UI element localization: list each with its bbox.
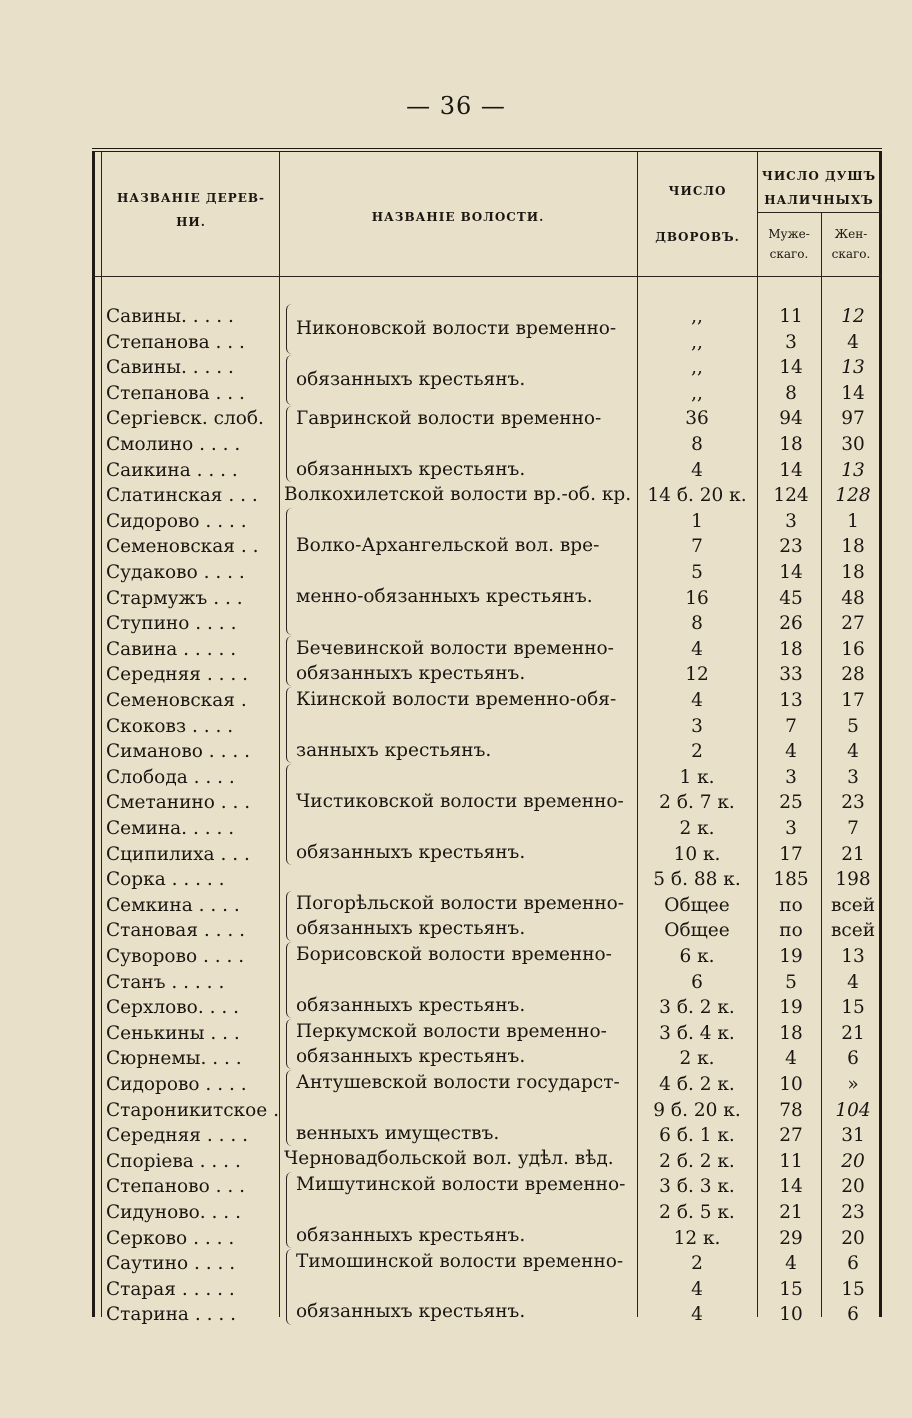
volost-label: Гавринской волости временно- xyxy=(296,408,602,429)
volost-label: Чистиковской волости временно- xyxy=(296,791,624,812)
village-name: Сергiевск. слоб. xyxy=(106,408,264,430)
male-count: 5 xyxy=(785,971,797,993)
female-count: 104 xyxy=(835,1099,871,1121)
households-count: 3 xyxy=(691,715,703,737)
households-count: Общее xyxy=(664,894,730,916)
village-name: Савина . . . . . xyxy=(106,638,237,660)
male-count: 19 xyxy=(779,997,803,1019)
households-count: 3 б. 4 к. xyxy=(659,1022,735,1044)
header-male: Муже-скаго. xyxy=(768,227,810,261)
village-name: Середняя . . . . xyxy=(106,1125,249,1147)
households-count: 4 xyxy=(691,1278,703,1300)
households-count: 4 xyxy=(691,690,703,711)
male-count: 17 xyxy=(779,843,803,865)
male-count: 124 xyxy=(773,485,809,507)
female-count: 20 xyxy=(841,1227,865,1249)
female-count: 4 xyxy=(847,741,859,763)
households-count: 5 б. 88 к. xyxy=(653,869,741,891)
village-name: Савины. . . . . xyxy=(106,357,234,379)
households-count: 9 б. 20 к. xyxy=(653,1099,741,1121)
female-count: 20 xyxy=(841,1150,865,1172)
volost-label: обязанныхъ крестьянъ. xyxy=(296,1046,526,1067)
households-count: ,, xyxy=(691,357,703,379)
female-count: 30 xyxy=(841,434,865,455)
households-count: 6 к. xyxy=(679,946,715,967)
households-count: 1 к. xyxy=(679,766,715,788)
village-name: Семина. . . . . xyxy=(106,818,235,839)
volost-label: Черновадбольской вол. удѣл. вѣд. xyxy=(284,1148,614,1169)
households-count: 14 б. 20 к. xyxy=(647,485,747,507)
male-count: 4 xyxy=(785,741,797,763)
village-name: Старина . . . . xyxy=(106,1304,236,1326)
village-name: Степаново . . . xyxy=(106,1176,246,1198)
female-count: 128 xyxy=(835,485,871,507)
male-count: 15 xyxy=(779,1278,803,1300)
village-name: Серково . . . . xyxy=(106,1227,235,1249)
female-count: 21 xyxy=(841,1022,865,1044)
village-name: Саикина . . . . xyxy=(106,459,238,481)
female-count: 28 xyxy=(841,664,865,686)
village-name: Скоковз . . . . xyxy=(106,715,234,737)
volost-label: Антушевской волости государст- xyxy=(296,1072,620,1093)
female-count: 15 xyxy=(841,997,865,1019)
male-count: 94 xyxy=(779,408,803,430)
female-count: 20 xyxy=(841,1176,865,1198)
male-count: 4 xyxy=(785,1253,797,1275)
female-count: 6 xyxy=(847,1253,859,1275)
female-count: 31 xyxy=(841,1125,865,1147)
volost-label: Бечевинской волости временно- xyxy=(296,638,614,659)
volost-label: Мишутинской волости временно- xyxy=(296,1174,626,1195)
female-count: 97 xyxy=(841,408,865,430)
households-count: 12 к. xyxy=(673,1227,721,1249)
village-name: Станъ . . . . . xyxy=(106,971,225,993)
volost-label: обязанныхъ крестьянъ. xyxy=(296,918,526,939)
header-volost: НАЗВАНIЕ ВОЛОСТИ. xyxy=(371,210,545,224)
female-count: 18 xyxy=(841,536,865,558)
female-count: 13 xyxy=(841,946,865,967)
village-name: Серхлово. . . . xyxy=(106,997,239,1019)
female-count: 1 xyxy=(847,510,859,532)
households-count: 4 xyxy=(691,638,703,660)
female-count: 7 xyxy=(847,818,859,839)
male-count: 33 xyxy=(779,664,803,686)
households-count: 6 б. 1 к. xyxy=(659,1125,735,1147)
male-count: 27 xyxy=(779,1125,803,1147)
header-souls: ЧИСЛО ДУШЪ НАЛИЧНЫХЪ xyxy=(761,169,877,207)
volost-label: обязанныхъ крестьянъ. xyxy=(296,459,526,480)
village-name: Судаково . . . . xyxy=(106,562,245,583)
volost-label: Никоновской волости временно- xyxy=(296,318,617,339)
village-name: Савины. . . . . xyxy=(106,306,234,327)
male-count: 11 xyxy=(779,306,803,327)
female-count: 12 xyxy=(841,306,865,327)
households-count: 4 xyxy=(691,459,703,481)
male-count: 3 xyxy=(785,331,797,353)
households-count: 7 xyxy=(691,536,703,558)
village-name: Сципилиха . . . xyxy=(106,843,250,865)
volost-label: обязанныхъ крестьянъ. xyxy=(296,842,526,863)
households-count: 2 б. 5 к. xyxy=(659,1202,735,1223)
female-count: 6 xyxy=(847,1304,859,1326)
volost-label: менно-обязанныхъ крестьянъ. xyxy=(296,586,593,607)
male-count: 45 xyxy=(779,587,803,609)
village-name: Сенькины . . . xyxy=(106,1022,240,1044)
village-name: Степанова . . . xyxy=(106,331,245,353)
households-count: 2 к. xyxy=(679,1048,715,1070)
male-count: 3 xyxy=(785,818,797,839)
village-name: Старая . . . . . xyxy=(106,1278,235,1300)
households-count: 3 б. 2 к. xyxy=(659,997,735,1019)
male-count: 19 xyxy=(779,946,803,967)
households-count: 16 xyxy=(685,587,709,609)
village-name: Сидорово . . . . xyxy=(106,1074,247,1095)
village-name: Сюрнемы. . . . xyxy=(106,1048,242,1070)
male-count: 10 xyxy=(779,1304,803,1326)
village-name: Семеновская . xyxy=(106,690,247,711)
female-count: 5 xyxy=(847,715,859,737)
header-village: НАЗВАНIЕ ДЕРЕВ-НИ. xyxy=(116,191,266,229)
volost-label: обязанныхъ крестьянъ. xyxy=(296,369,526,390)
volost-label: обязанныхъ крестьянъ. xyxy=(296,995,526,1016)
female-count: 13 xyxy=(841,459,865,481)
village-name: Староникитское . xyxy=(106,1099,279,1121)
village-name: Смолино . . . . xyxy=(106,434,241,455)
female-count: всей xyxy=(830,920,876,942)
households-count: Общее xyxy=(664,920,730,942)
male-count: 14 xyxy=(779,562,803,583)
female-count: 18 xyxy=(841,562,865,583)
households-count: 2 к. xyxy=(679,818,715,839)
header-households-bottom: ДВОРОВЪ. xyxy=(655,230,740,244)
volost-label: Кiинской волости временно-обя- xyxy=(296,689,617,710)
village-name: Сидорово . . . . xyxy=(106,510,247,532)
households-count: 2 xyxy=(691,741,703,763)
female-count: 23 xyxy=(841,792,865,814)
male-count: 13 xyxy=(779,690,803,711)
volost-label: Погорѣльской волости временно- xyxy=(296,893,625,914)
village-name: Становая . . . . xyxy=(106,920,246,942)
female-count: 17 xyxy=(841,690,865,711)
village-name: Саутино . . . . xyxy=(106,1253,236,1275)
village-name: Сидуново. . . . xyxy=(106,1202,241,1223)
village-name: Стармужъ . . . xyxy=(106,587,243,609)
male-count: 26 xyxy=(779,613,803,635)
village-name: Суворово . . . . xyxy=(106,946,245,967)
volost-label: Перкумской волости временно- xyxy=(296,1021,607,1042)
volost-label: Волко-Архангельской вол. вре- xyxy=(296,535,600,556)
male-count: 14 xyxy=(779,459,803,481)
village-name: Симаново . . . . xyxy=(106,741,250,763)
male-count: 3 xyxy=(785,766,797,788)
male-count: 14 xyxy=(779,357,803,379)
male-count: 4 xyxy=(785,1048,797,1070)
volost-label: венныхъ имуществъ. xyxy=(296,1123,500,1144)
male-count: 78 xyxy=(779,1099,803,1121)
village-name: Слатинская . . . xyxy=(106,485,258,507)
volost-label: Борисовской волости временно- xyxy=(296,944,612,965)
page-number: — 36 — xyxy=(406,92,506,120)
male-count: по xyxy=(779,920,803,942)
households-count: 36 xyxy=(685,408,709,430)
male-count: 18 xyxy=(779,638,803,660)
village-name: Середняя . . . . xyxy=(106,664,249,686)
female-count: 14 xyxy=(841,382,865,404)
male-count: 23 xyxy=(779,536,803,558)
female-count: 23 xyxy=(841,1202,865,1223)
female-count: 198 xyxy=(835,869,871,891)
female-count: 4 xyxy=(847,331,859,353)
male-count: 11 xyxy=(779,1150,803,1172)
volost-label: занныхъ крестьянъ. xyxy=(296,740,492,761)
volost-label: Волкохилетской волости вр.-об. кр. xyxy=(284,484,632,505)
households-count: 2 б. 2 к. xyxy=(659,1150,735,1172)
households-count: 8 xyxy=(691,613,703,635)
male-count: 14 xyxy=(779,1176,803,1198)
male-count: по xyxy=(779,894,803,916)
male-count: 7 xyxy=(785,715,797,737)
male-count: 21 xyxy=(779,1202,803,1223)
households-count: ,, xyxy=(691,306,703,327)
households-count: 10 к. xyxy=(673,843,721,865)
village-name: Семкина . . . . xyxy=(106,894,240,916)
header-female: Жен-скаго. xyxy=(831,227,871,261)
households-count: 4 б. 2 к. xyxy=(659,1074,735,1095)
female-count: » xyxy=(847,1074,859,1095)
female-count: 16 xyxy=(841,638,865,660)
households-count: 2 б. 7 к. xyxy=(659,792,735,814)
female-count: 21 xyxy=(841,843,865,865)
village-name: Ступино . . . . xyxy=(106,613,237,635)
population-table xyxy=(92,148,882,1326)
volost-label: обязанныхъ крестьянъ. xyxy=(296,663,526,684)
households-count: 5 xyxy=(691,562,703,583)
female-count: 15 xyxy=(841,1278,865,1300)
header-households-top: ЧИСЛО xyxy=(668,184,727,198)
village-name: Слобода . . . . xyxy=(106,766,235,788)
male-count: 8 xyxy=(785,382,797,404)
households-count: 2 xyxy=(691,1253,703,1275)
male-count: 18 xyxy=(779,1022,803,1044)
households-count: 3 б. 3 к. xyxy=(659,1176,735,1198)
female-count: 3 xyxy=(847,766,859,788)
households-count: 12 xyxy=(685,664,709,686)
households-count: ,, xyxy=(691,331,703,353)
households-count: 4 xyxy=(691,1304,703,1326)
households-count: 8 xyxy=(691,434,703,455)
male-count: 29 xyxy=(779,1227,803,1249)
female-count: 48 xyxy=(841,587,865,609)
female-count: 4 xyxy=(847,971,859,993)
village-name: Сорка . . . . . xyxy=(106,869,225,891)
households-count: 1 xyxy=(691,510,703,532)
village-name: Спорiева . . . . xyxy=(106,1150,241,1172)
households-count: 6 xyxy=(691,971,703,993)
female-count: 13 xyxy=(841,357,865,379)
volost-label: обязанныхъ крестьянъ. xyxy=(296,1301,526,1322)
female-count: всей xyxy=(830,894,876,916)
male-count: 10 xyxy=(779,1074,803,1095)
volost-label: Тимошинской волости временно- xyxy=(296,1251,624,1272)
female-count: 27 xyxy=(841,613,865,635)
village-name: Степанова . . . xyxy=(106,382,245,404)
male-count: 25 xyxy=(779,792,803,814)
households-count: ,, xyxy=(691,382,703,404)
village-name: Сметанино . . . xyxy=(106,792,251,814)
male-count: 18 xyxy=(779,434,803,455)
village-name: Семеновская . . xyxy=(106,536,259,558)
male-count: 3 xyxy=(785,510,797,532)
male-count: 185 xyxy=(773,869,809,891)
female-count: 6 xyxy=(847,1048,859,1070)
volost-label: обязанныхъ крестьянъ. xyxy=(296,1225,526,1246)
